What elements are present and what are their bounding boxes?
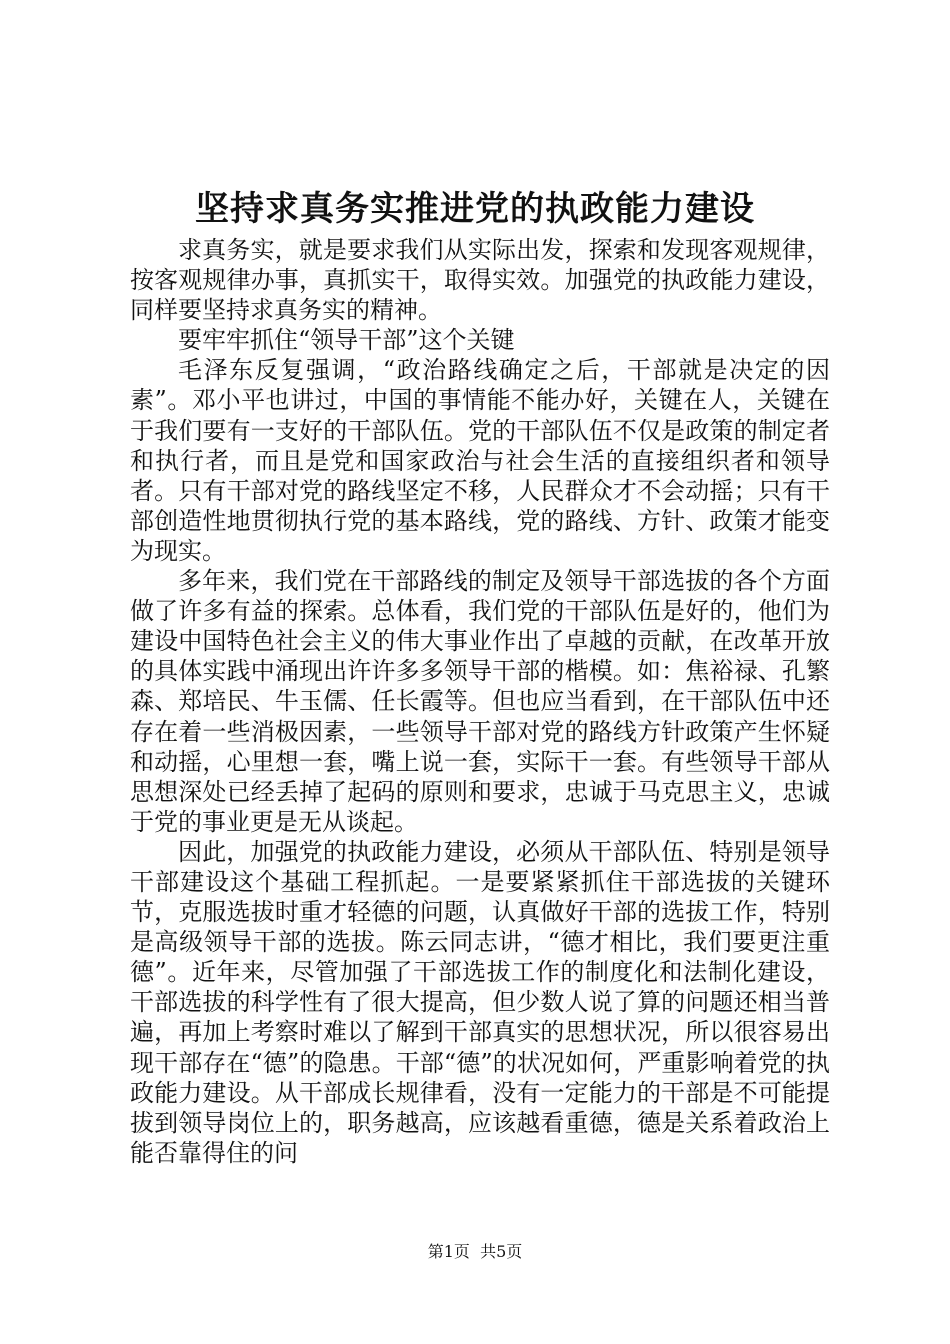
page-total: 共5页 [480, 1242, 523, 1261]
footer-gap [470, 1242, 480, 1261]
paragraph-years-exploration: 多年来，我们党在干部路线的制定及领导干部选拔的各个方面做了许多有益的探索。总体看，我们党的干部队伍是好的，他们为建设中国特色社会主义的伟大事业作出了卓越的贡献，在改革开放的具体实践中涌现出许许多多领导干部的楷模。如：焦裕禄、孔繁森、郑培民、牛玉儒、任长霞等。但也应当看到，在干部队伍中还存在着一些消极因素，一些领导干部对党的路线方针政策产生怀疑和动摇，心里想一套，嘴上说一套，实际干一套。有些领导干部从思想深处已经丢掉了起码的原则和要求，忠诚于马克思主义，忠诚于党的事业更是无从谈起。 [130, 567, 830, 836]
section-heading: 要牢牢抓住“领导干部”这个关键 [178, 326, 515, 355]
paragraph-therefore: 因此，加强党的执政能力建设，必须从干部队伍、特别是领导干部建设这个基础工程抓起。一是要紧紧抓住干部选拔的关键环节，克服选拔时重才轻德的问题，认真做好干部的选拔工作，特别是高级领导干部的选拔。陈云同志讲，“德才相比，我们要更注重德”。近年来，尽管加强了干部选拔工作的制度化和法制化建设，干部选拔的科学性有了很大提高，但少数人说了算的问题还相当普遍，再加上考察时难以了解到干部真实的思想状况，所以很容易出现干部存在“德”的隐患。干部“德”的状况如何，严重影响着党的执政能力建设。从干部成长规律看，没有一定能力的干部是不可能提拔到领导岗位上的，职务越高，应该越看重德，德是关系着政治上能否靠得住的问 [130, 837, 830, 1167]
paragraph-intro: 求真务实，就是要求我们从实际出发，探索和发现客观规律，按客观规律办事，真抓实干，取得实效。加强党的执政能力建设，同样要坚持求真务实的精神。 [130, 236, 830, 325]
document-title: 坚持求真务实推进党的执政能力建设 [195, 189, 755, 229]
paragraph-mao-quote: 毛泽东反复强调，“政治路线确定之后，干部就是决定的因素”。邓小平也讲过，中国的事情能不能办好，关键在人，关键在于我们要有一支好的干部队伍。党的干部队伍不仅是政策的制定者和执行者，而且是党和国家政治与社会生活的直接组织者和领导者。只有干部对党的路线坚定不移，人民群众才不会动摇；只有干部创造性地贯彻执行党的基本路线，党的路线、方针、政策才能变为现实。 [130, 356, 830, 565]
page-number: 第1页 [427, 1242, 470, 1261]
document-body [130, 235, 830, 1168]
page-footer [0, 1241, 950, 1263]
